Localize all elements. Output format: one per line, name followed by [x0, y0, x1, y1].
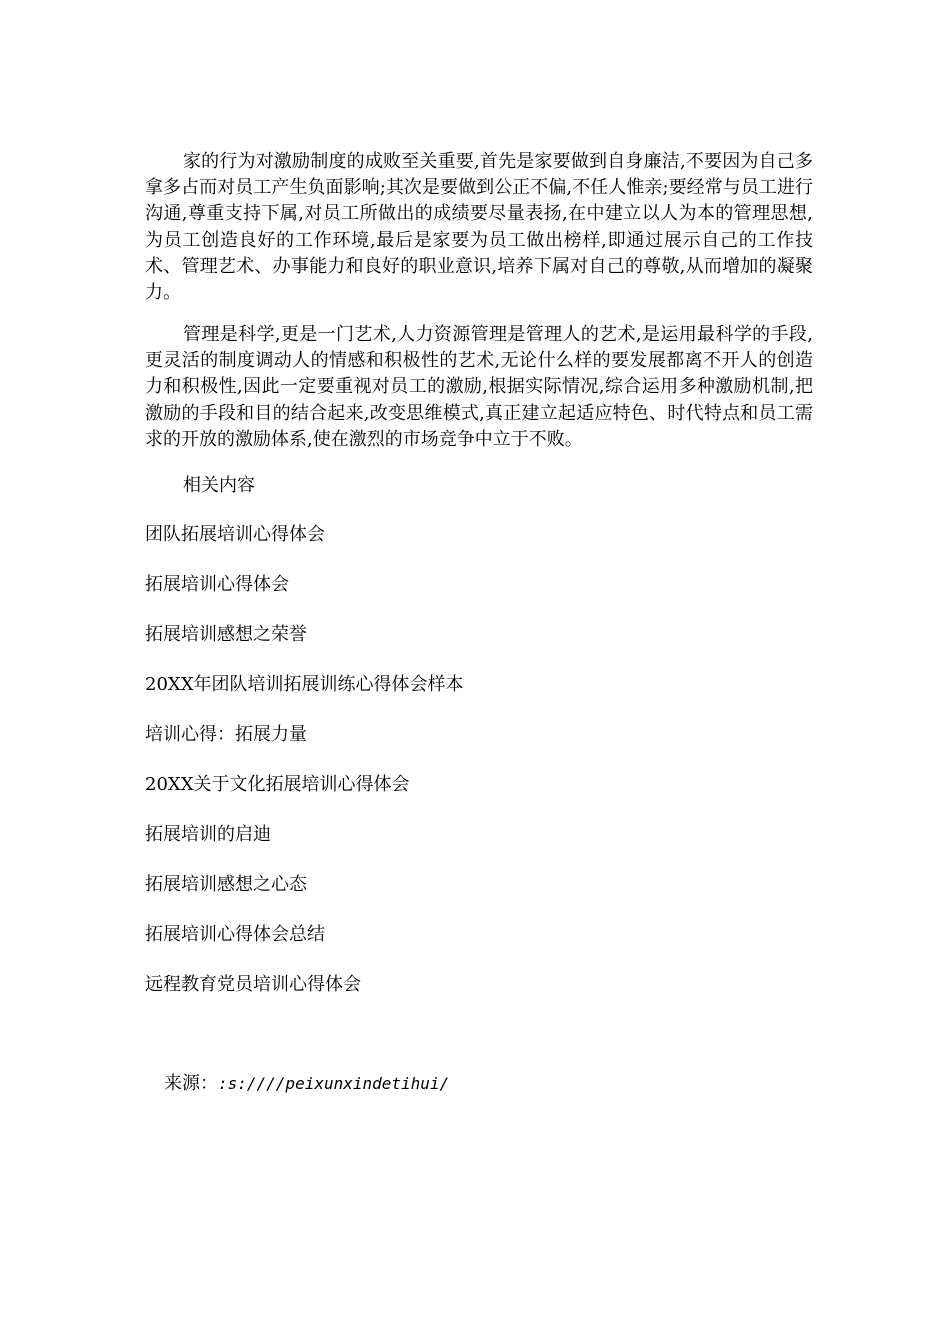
related-heading: 相关内容 [183, 475, 255, 496]
source-url: :s:////peixunxindetihui/ [218, 1074, 450, 1093]
related-item-2[interactable]: 拓展培训心得体会 [145, 574, 289, 595]
related-item-9[interactable]: 拓展培训心得体会总结 [145, 924, 325, 945]
related-item-6[interactable]: 20XX关于文化拓展培训心得体会 [145, 774, 410, 795]
related-list [145, 522, 464, 1022]
article-paragraph-2: 管理是科学,更是一门艺术,人力资源管理是管理人的艺术,是运用最科学的手段,更灵活的制度调动人的情感和积极性的艺术,无论什么样的要发展都离不开人的创造力和积极性,因此一定要重视对员工的激励,根据实际情况,综合运用多种激励机制,把激励的手段和目的结合起来,改变思维模式,真正建立起适应特色、时代特点和员工需求的开放的激励体系,使在激烈的市场竞争中立于不败。 [145, 324, 813, 450]
related-item-10[interactable]: 远程教育党员培训心得体会 [145, 974, 361, 995]
related-item-7[interactable]: 拓展培训的启迪 [145, 824, 271, 845]
related-item-8[interactable]: 拓展培训感想之心态 [145, 874, 307, 895]
related-item-4[interactable]: 20XX年团队培训拓展训练心得体会样本 [145, 674, 464, 695]
source-line [164, 1071, 449, 1097]
article-paragraph-1: 家的行为对激励制度的成败至关重要,首先是家要做到自身廉洁,不要因为自己多拿多占而对员工产生负面影响;其次是要做到公正不偏,不任人惟亲;要经常与员工进行沟通,尊重支持下属,对员工所做出的成绩要尽量表扬,在中建立以人为本的管理思想,为员工创造良好的工作环境,最后是家要为员工做出榜样,即通过展示自己的工作技术、管理艺术、办事能力和良好的职业意识,培养下属对自己的尊敬,从而增加的凝聚力。 [145, 151, 813, 304]
related-item-1[interactable]: 团队拓展培训心得体会 [145, 524, 325, 545]
source-label: 来源： [164, 1073, 218, 1094]
related-item-5[interactable]: 培训心得：拓展力量 [145, 724, 307, 745]
related-item-3[interactable]: 拓展培训感想之荣誉 [145, 624, 307, 645]
